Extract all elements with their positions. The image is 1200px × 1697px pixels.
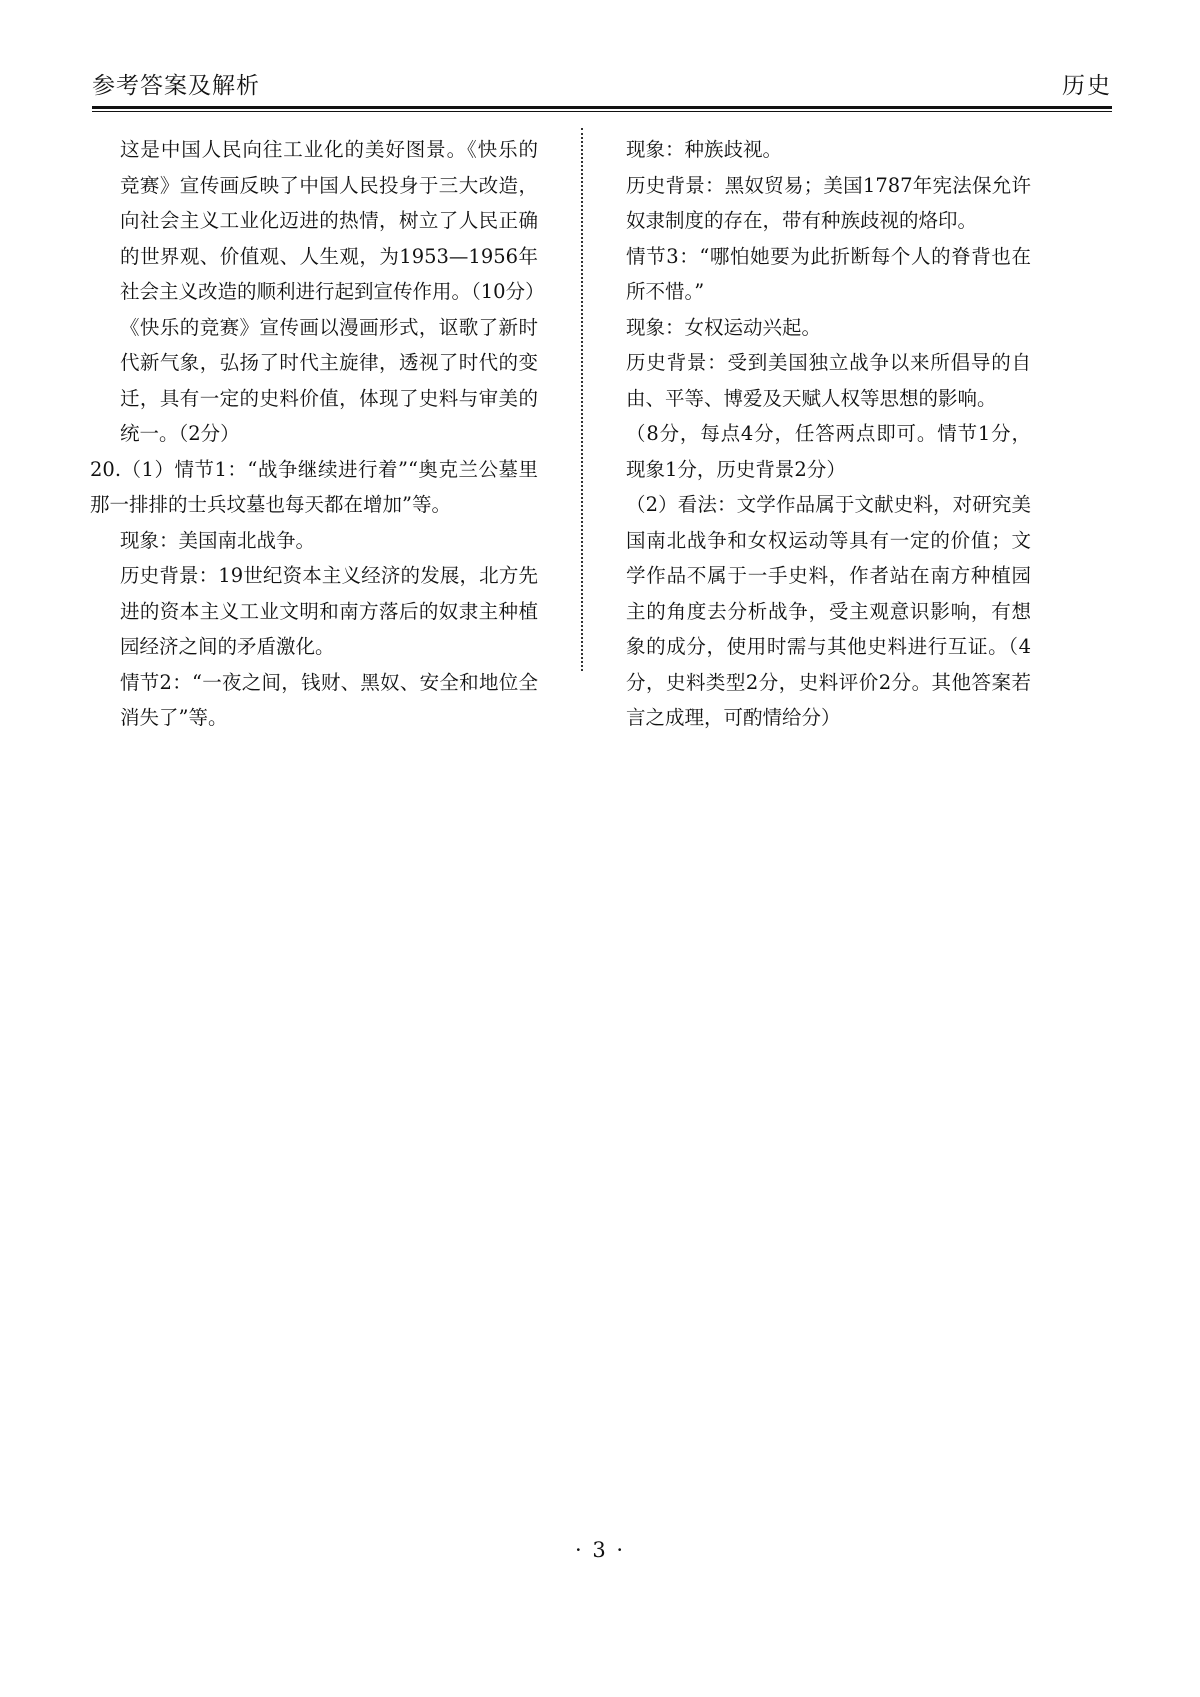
paragraph: 历史背景：19世纪资本主义经济的发展，北方先进的资本主义工业文明和南方落后的奴隶主种植园经济之间的矛盾激化。 [120,564,538,658]
paragraph: 现象：种族歧视。 [626,138,783,161]
scoring-note: （8分，每点4分，任答两点即可。情节1分，现象1分，历史背景2分） [626,422,1031,481]
column-divider [581,128,583,671]
paragraph: 《快乐的竞赛》宣传画以漫画形式，讴歌了新时代新气象，弘扬了时代主旋律，透视了时代的变迁，具有一定的史料价值，体现了史料与审美的统一。（2分） [120,315,538,445]
paragraph: 情节3：“哪怕她要为此折断每个人的脊背也在所不惜。” [626,244,1031,303]
page-header [92,66,1112,109]
paragraph: 现象：女权运动兴起。 [626,315,822,339]
page-number: · 3 · [574,1538,626,1562]
header-subject: 历史 [1062,73,1112,99]
left-column [90,132,545,736]
paragraph: 历史背景：黑奴贸易；美国1787年宪法保允许奴隶制度的存在，带有种族歧视的烙印。 [626,173,1031,232]
header-rule [92,111,1112,112]
paragraph: 现象：美国南北战争。 [120,528,316,552]
question-20-part-1: 20.（1）情节1：“战争继续进行着”“奥克兰公墓里那一排排的士兵坟墓也每天都在增加”等。 [90,457,538,516]
right-column [626,132,1031,736]
paragraph: 这是中国人民向往工业化的美好图景。《快乐的竞赛》宣传画反映了中国人民投身于三大改造，向社会主义工业化迈进的热情，树立了人民正确的世界观、价值观、人生观，为1953—1956年社会主义改造的顺利进行起到宣传作用。（10分） [120,138,545,303]
paragraph: 历史背景：受到美国独立战争以来所倡导的自由、平等、博爱及天赋人权等思想的影响。 [626,351,1031,410]
question-20-part-2: （2）看法：文学作品属于文献史料，对研究美国南北战争和女权运动等具有一定的价值；文学作品不属于一手史料，作者站在南方种植园主的角度去分析战争，受主观意识影响，有想象的成分，使用时需与其他史料进行互证。（4分，史料类型2分，史料评价2分。其他答案若言之成理，可酌情给分） [626,493,1031,729]
header-title: 参考答案及解析 [92,73,260,99]
paragraph: 情节2：“一夜之间，钱财、黑奴、安全和地位全消失了”等。 [120,670,538,729]
